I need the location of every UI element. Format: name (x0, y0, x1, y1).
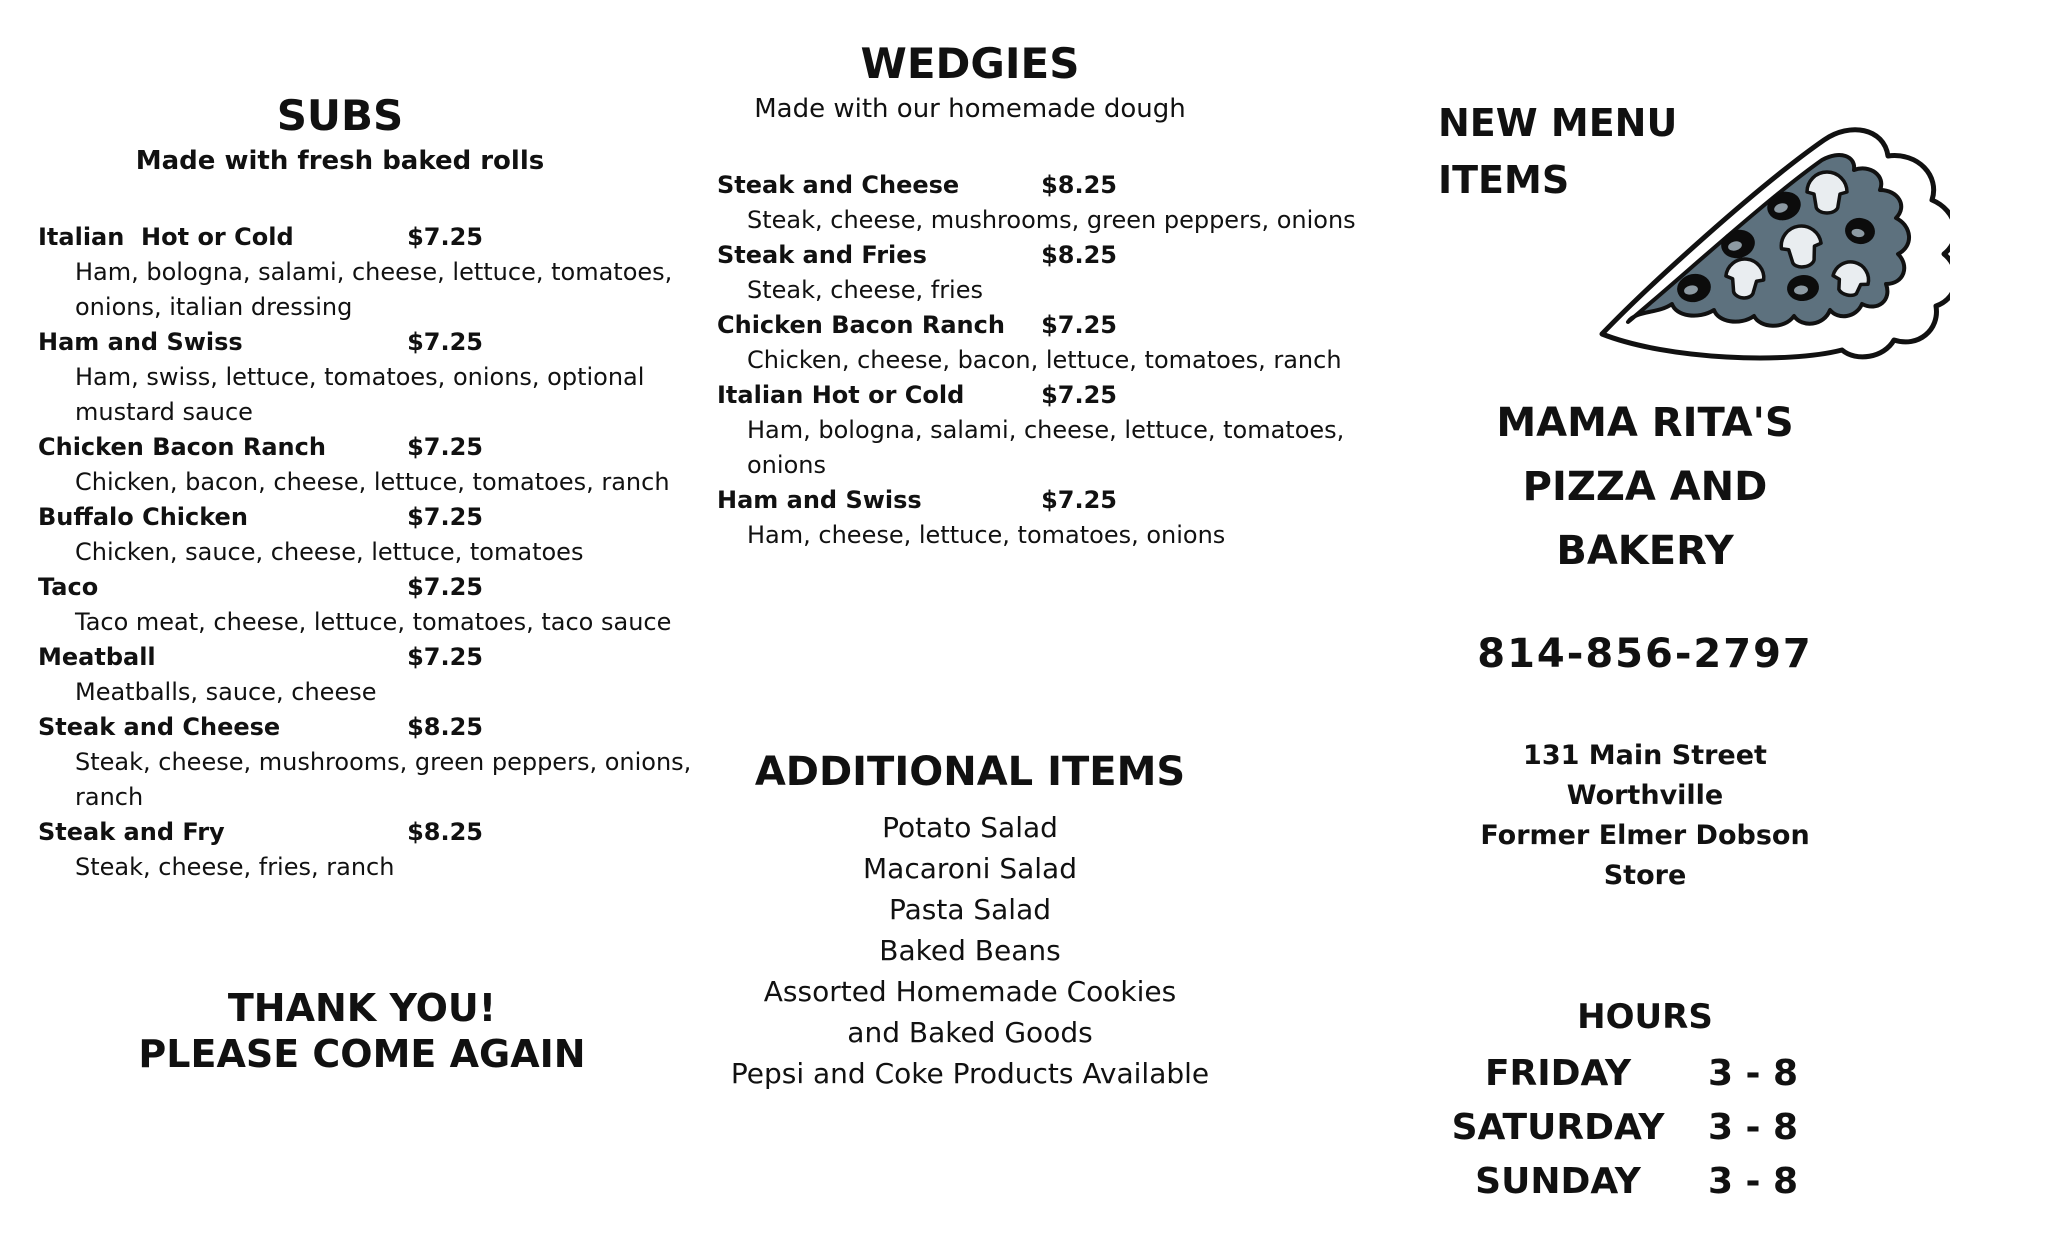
menu-item (717, 378, 1117, 413)
item-name: Ham and Swiss (38, 328, 243, 356)
item-desc: Chicken, cheese, bacon, lettuce, tomatoes, ranch (747, 346, 1342, 374)
item-desc: Ham, swiss, lettuce, tomatoes, onions, optional (75, 363, 645, 391)
item-price: $7.25 (407, 433, 483, 461)
hours-day: FRIDAY (1484, 1052, 1632, 1094)
hours-row (1438, 1154, 1852, 1208)
item-price: $7.25 (407, 223, 483, 251)
additional-item: Baked Beans (879, 934, 1061, 967)
item-price: $8.25 (1041, 241, 1117, 269)
business-name-line: MAMA RITA'S (1496, 400, 1794, 446)
additional-item: Macaroni Salad (863, 852, 1077, 885)
wedgies-item-list (717, 168, 1377, 553)
item-name: Chicken Bacon Ranch (717, 311, 1005, 339)
item-name: Chicken Bacon Ranch (38, 433, 326, 461)
menu-item (38, 570, 483, 605)
address-block (1438, 736, 1852, 896)
branding-section (1438, 95, 1998, 1208)
hours-table (1438, 1046, 1852, 1208)
item-price: $8.25 (407, 713, 483, 741)
item-name: Ham and Swiss (717, 486, 922, 514)
hours-day: SUNDAY (1475, 1160, 1641, 1202)
address-line: Former Elmer Dobson Store (1480, 820, 1810, 891)
additional-item: Pepsi and Coke Products Available (730, 1057, 1210, 1090)
additional-item: Assorted Homemade Cookies (763, 975, 1177, 1008)
wedgies-section (717, 40, 1377, 1094)
item-name: Italian Hot or Cold (38, 223, 294, 251)
menu-item (717, 238, 1117, 273)
phone-number: 814-856-2797 (1477, 631, 1813, 677)
menu-item (38, 325, 483, 360)
new-menu-line: NEW MENU (1438, 101, 1678, 145)
item-desc: ranch (75, 783, 144, 811)
item-desc: onions (747, 451, 826, 479)
additional-items-title: ADDITIONAL ITEMS (754, 749, 1186, 795)
item-desc: Chicken, sauce, cheese, lettuce, tomatoes (75, 538, 584, 566)
additional-item: Pasta Salad (888, 893, 1052, 926)
item-desc: Steak, cheese, mushrooms, green peppers, onions, (75, 748, 692, 776)
item-price: $7.25 (1041, 311, 1117, 339)
thank-you-message (38, 985, 686, 1077)
item-desc: Ham, cheese, lettuce, tomatoes, onions (747, 521, 1226, 549)
item-name: Buffalo Chicken (38, 503, 248, 531)
item-name: Meatball (38, 643, 156, 671)
menu-item (38, 710, 483, 745)
item-price: $7.25 (407, 573, 483, 601)
menu-item (717, 483, 1117, 518)
hours-row (1438, 1046, 1852, 1100)
address-line: Worthville (1566, 780, 1724, 811)
subs-item-list (38, 220, 698, 885)
wedgies-subtitle: Made with our homemade dough (754, 94, 1186, 124)
hours-row (1438, 1100, 1852, 1154)
menu-item (38, 500, 483, 535)
thank-you-line: THANK YOU! (227, 986, 497, 1030)
item-name: Italian Hot or Cold (717, 381, 965, 409)
additional-item: Potato Salad (882, 811, 1058, 844)
item-desc: Ham, bologna, salami, cheese, lettuce, tomatoes, (747, 416, 1345, 444)
additional-items-section (717, 749, 1223, 1094)
item-desc: Steak, cheese, fries, ranch (75, 853, 395, 881)
hours-time: 3 - 8 (1707, 1052, 1799, 1094)
hours-day: SATURDAY (1451, 1106, 1665, 1148)
item-name: Steak and Fry (38, 818, 225, 846)
item-desc: Meatballs, sauce, cheese (75, 678, 377, 706)
menu-item (38, 220, 483, 255)
hours-time: 3 - 8 (1707, 1160, 1799, 1202)
subs-section (38, 92, 698, 1077)
item-price: $7.25 (407, 328, 483, 356)
menu-item (38, 430, 483, 465)
item-price: $7.25 (407, 643, 483, 671)
menu-item (38, 815, 483, 850)
new-menu-line: ITEMS (1438, 158, 1570, 202)
item-price: $8.25 (407, 818, 483, 846)
menu-item (717, 168, 1117, 203)
pizza-slice-icon (1588, 126, 1950, 366)
address-line: 131 Main Street (1523, 740, 1767, 771)
item-name: Taco (38, 573, 99, 601)
item-desc: Steak, cheese, fries (747, 276, 983, 304)
item-price: $8.25 (1041, 171, 1117, 199)
item-name: Steak and Cheese (38, 713, 281, 741)
hours-title: HOURS (1577, 997, 1713, 1037)
additional-item: and Baked Goods (847, 1016, 1093, 1049)
hours-time: 3 - 8 (1707, 1106, 1799, 1148)
come-again-line: PLEASE COME AGAIN (138, 1032, 586, 1076)
wedgies-title: WEDGIES (860, 39, 1080, 88)
additional-items-list (717, 807, 1223, 1094)
subs-title: SUBS (276, 91, 404, 140)
item-desc: Chicken, bacon, cheese, lettuce, tomatoes, ranch (75, 468, 670, 496)
item-price: $7.25 (1041, 381, 1117, 409)
item-desc: Ham, bologna, salami, cheese, lettuce, tomatoes, (75, 258, 673, 286)
subs-subtitle: Made with fresh baked rolls (135, 146, 545, 176)
item-name: Steak and Cheese (717, 171, 960, 199)
item-desc: Taco meat, cheese, lettuce, tomatoes, taco sauce (75, 608, 672, 636)
item-desc: Steak, cheese, mushrooms, green peppers, onions (747, 206, 1356, 234)
item-name: Steak and Fries (717, 241, 927, 269)
menu-item (717, 308, 1117, 343)
item-desc: onions, italian dressing (75, 293, 353, 321)
business-name (1438, 391, 1852, 583)
item-desc: mustard sauce (75, 398, 253, 426)
item-price: $7.25 (1041, 486, 1117, 514)
business-name-line: PIZZA AND BAKERY (1522, 464, 1768, 574)
menu-item (38, 640, 483, 675)
item-price: $7.25 (407, 503, 483, 531)
